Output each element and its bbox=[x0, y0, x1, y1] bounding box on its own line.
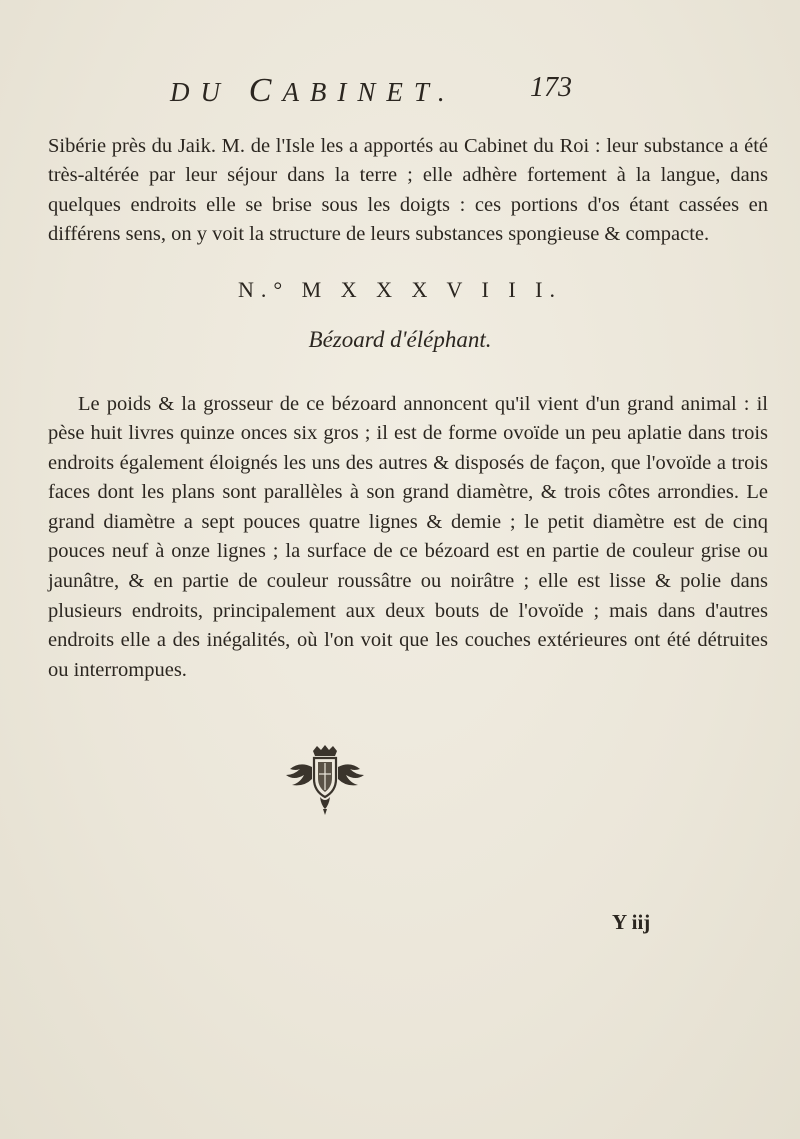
running-head-capital: C bbox=[248, 72, 283, 109]
running-head-prefix: DU bbox=[170, 77, 249, 107]
page-number: 173 bbox=[530, 72, 572, 103]
crowned-shield-ornament-icon bbox=[280, 745, 370, 820]
paragraph-2: Le poids & la grosseur de ce bézoard annoncent qu'il vient d'un grand animal : il pèse huit livres quinze onces six gros ; il est de forme ovoïde un peu aplatie dans trois endroits également éloignés les uns des autres & disposés de façon, que l'ovoïde a trois faces dont les plans sont parallèles à son grand diamètre, & trois côtes arrondies. Le grand diamètre a sept pouces quatre lignes & demie ; le petit diamètre est de cinq pouces neuf à onze lignes ; la surface de ce bézoard est en partie de couleur grise ou jaunâtre, & en partie de couleur roussâtre ou noirâtre ; elle est lisse & polie dans plusieurs endroits, principalement aux deux bouts de l'ovoïde ; mais dans d'autres endroits elle a des inégalités, où l'on voit que les couches extérieures ont été détruites ou interrompues. bbox=[48, 392, 768, 681]
paragraph-1: Sibérie près du Jaik. M. de l'Isle les a apportés au Cabinet du Roi : leur substance a été très-altérée par leur séjour dans la terre ; elle adhère fortement à la langue, dans quelques endroits elle se brise sous les doigts : ces portions d'os étant cassées en différens sens, on y voit la structure de leurs substances spongieuse & compacte. bbox=[48, 134, 768, 246]
signature-mark: Y iij bbox=[612, 910, 651, 934]
running-head-rest: ABINET. bbox=[282, 77, 456, 107]
entry-title: Bézoard d'éléphant. bbox=[308, 327, 492, 352]
entry-number: N.° M X X X V I I I. bbox=[238, 277, 562, 302]
